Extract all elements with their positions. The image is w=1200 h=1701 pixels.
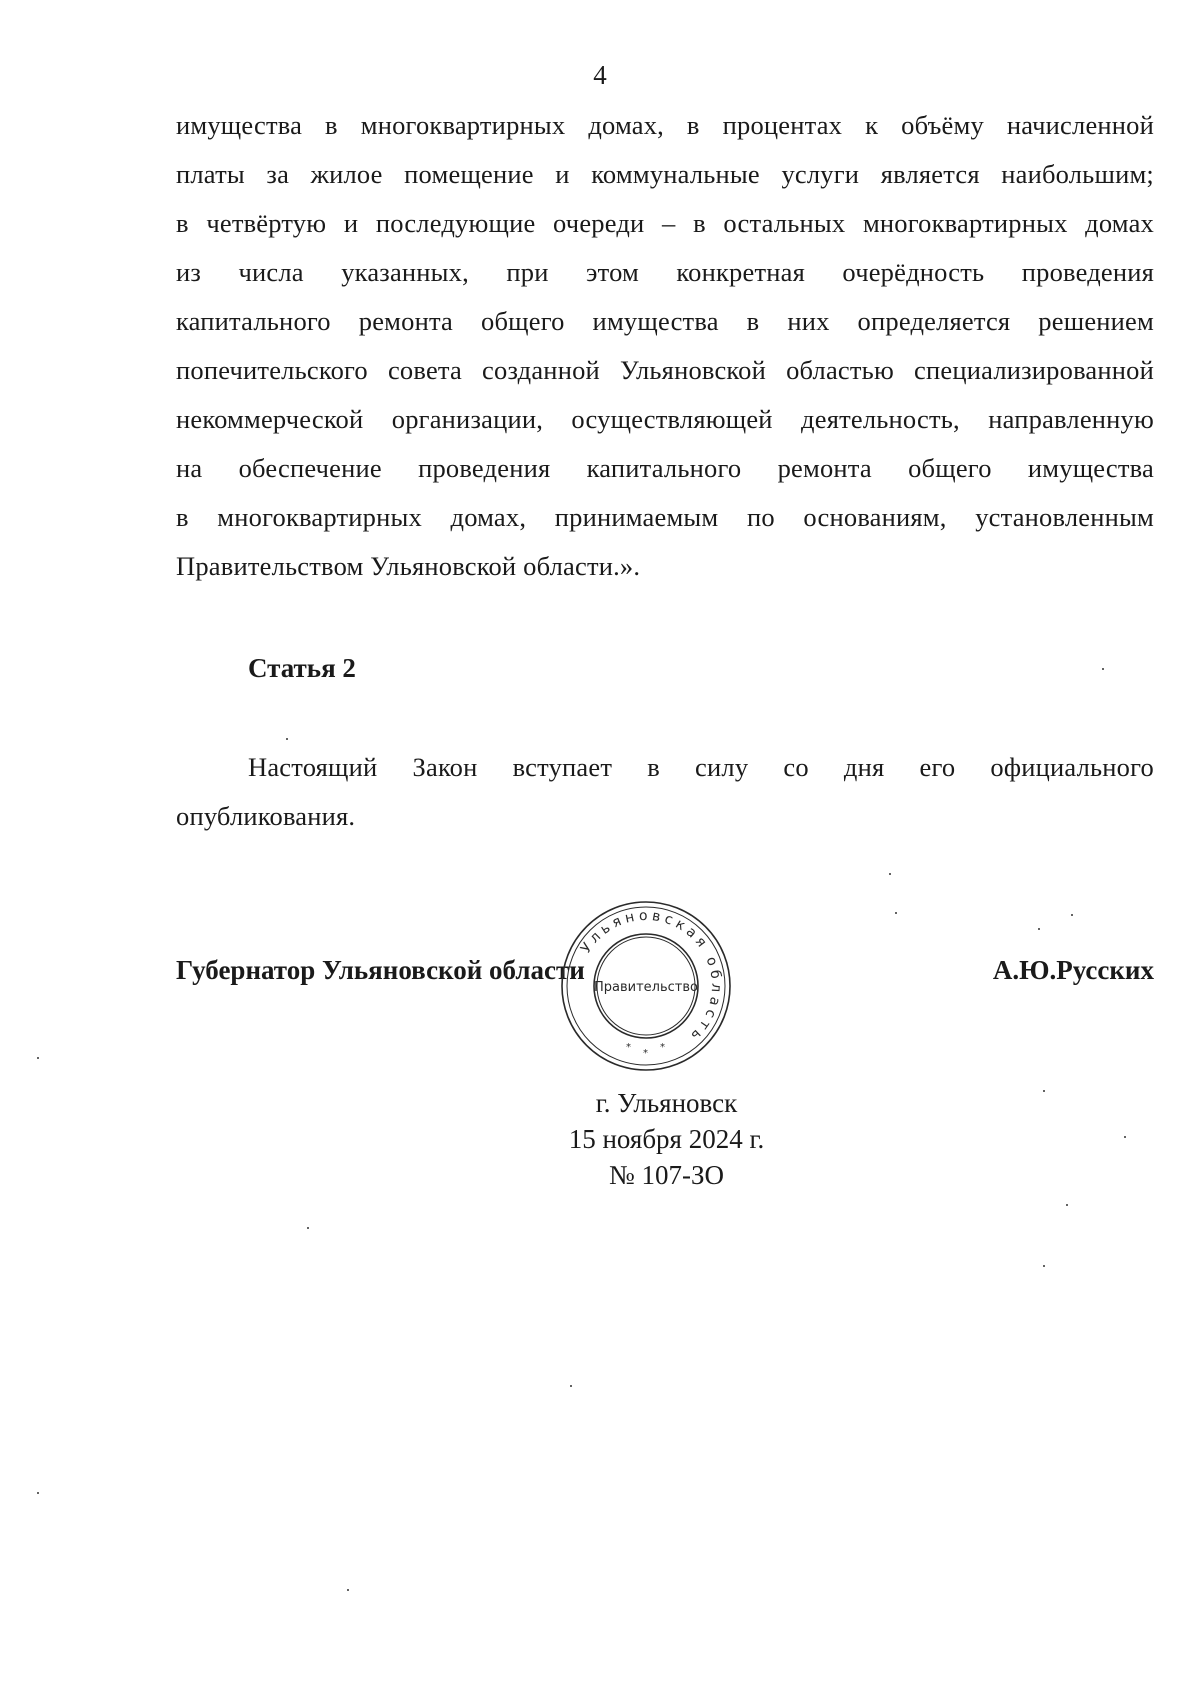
- paragraph-line: опубликования.: [176, 801, 356, 831]
- signing-date: 15 ноября 2024 г.: [568, 1124, 765, 1154]
- signatory-title: Губернатор Ульяновской области: [176, 955, 585, 985]
- svg-text:Ульяновская область: [578, 908, 724, 1046]
- svg-text:*: *: [643, 1048, 648, 1059]
- paragraph-line: капитального ремонта общего имущества в них определяется решением: [176, 306, 1154, 336]
- place-date-number: [0, 1085, 1200, 1193]
- page-number: 4: [593, 60, 607, 90]
- article-heading: Статья 2: [248, 653, 356, 683]
- scan-speck: [286, 738, 288, 740]
- paragraph-line: в четвёртую и последующие очереди – в остальных многоквартирных домах: [176, 208, 1154, 238]
- scan-speck: [1071, 914, 1073, 916]
- scan-speck: [37, 1057, 39, 1059]
- scan-speck: [307, 1227, 309, 1229]
- scan-speck: [347, 1589, 349, 1591]
- paragraph-line: в многоквартирных домах, принимаемым по основаниям, установленным: [176, 502, 1154, 532]
- paragraph-line: на обеспечение проведения капитального ремонта общего имущества: [176, 453, 1154, 483]
- scan-speck: [1102, 668, 1104, 670]
- scan-speck: [895, 912, 897, 914]
- paragraph-line: из числа указанных, при этом конкретная очерёдность проведения: [176, 257, 1154, 287]
- scan-speck: [1124, 1136, 1126, 1138]
- paragraph-line: Правительством Ульяновской области.».: [176, 551, 641, 581]
- official-seal-stamp: [560, 900, 732, 1072]
- law-number: № 107-ЗО: [608, 1160, 725, 1190]
- signatory-name: А.Ю.Русских: [992, 955, 1154, 985]
- scan-speck: [1043, 1265, 1045, 1267]
- paragraph-line: Настоящий Закон вступает в силу со дня его официального: [248, 752, 1154, 782]
- scan-speck: [889, 873, 891, 875]
- paragraph-1: [176, 101, 1154, 591]
- scan-speck: [1043, 1090, 1045, 1092]
- paragraph-line: имущества в многоквартирных домах, в процентах к объёму начисленной: [176, 110, 1154, 140]
- place-of-signing: г. Ульяновск: [595, 1088, 738, 1118]
- seal-outer-text: Ульяновская область: [577, 907, 725, 1047]
- svg-text:*: *: [660, 1042, 665, 1053]
- paragraph-2: [176, 743, 1154, 841]
- paragraph-line: платы за жилое помещение и коммунальные услуги является наибольшим;: [176, 159, 1154, 189]
- scan-speck: [570, 1385, 572, 1387]
- seal-center-text: Правительство: [594, 980, 698, 995]
- scan-speck: [1066, 1204, 1068, 1206]
- paragraph-line: попечительского совета созданной Ульяновской областью специализированной: [176, 355, 1154, 385]
- scan-speck: [37, 1492, 39, 1494]
- scan-speck: [1038, 928, 1040, 930]
- paragraph-line: некоммерческой организации, осуществляющей деятельность, направленную: [176, 404, 1154, 434]
- svg-text:*: *: [626, 1042, 631, 1053]
